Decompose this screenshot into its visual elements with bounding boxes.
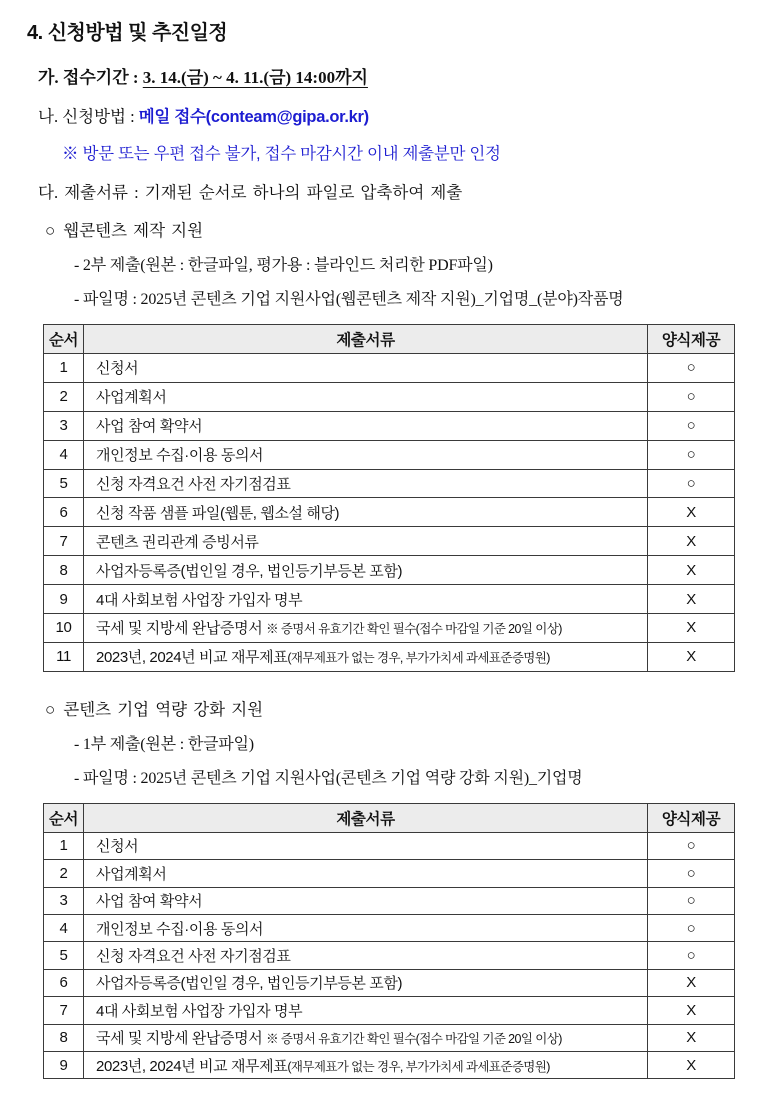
table-row — [44, 997, 735, 1024]
section-company-heading — [45, 696, 777, 720]
document-name-text: 개인정보 수집·이용 동의서 — [96, 920, 264, 938]
column-header-form-provided: 양식제공 — [648, 803, 735, 832]
row-document-name — [84, 969, 648, 996]
document-name-note: (재무제표가 없는 경우, 부가가치세 과세표준증명원) — [287, 651, 550, 666]
document-name-text: 개인정보 수집·이용 동의서 — [96, 447, 264, 465]
table-row — [44, 642, 735, 671]
row-order-number: 5 — [44, 469, 84, 498]
row-order-number: 3 — [44, 887, 84, 914]
row-document-name — [84, 1024, 648, 1051]
row-form-provided-mark: X — [648, 1024, 735, 1051]
circle-bullet-icon: ○ — [45, 699, 56, 719]
row-document-name — [84, 498, 648, 527]
row-document-name — [84, 527, 648, 556]
row-order-number: 6 — [44, 498, 84, 527]
table-row — [44, 411, 735, 440]
table-header-row — [44, 325, 735, 354]
row-order-number: 9 — [44, 585, 84, 614]
document-name-text: 2023년, 2024년 비교 재무제표 — [96, 1057, 288, 1075]
row-document-name — [84, 440, 648, 469]
row-form-provided-mark: ○ — [648, 411, 735, 440]
table-row — [44, 887, 735, 914]
table-row — [44, 527, 735, 556]
table-row — [44, 942, 735, 969]
row-document-name — [84, 832, 648, 859]
table-row — [44, 354, 735, 383]
document-name-text: 사업자등록증(법인일 경우, 법인등기부등본 포함) — [96, 562, 403, 580]
row-document-name — [84, 860, 648, 887]
circle-bullet-icon: ○ — [45, 221, 56, 240]
table-row — [44, 1051, 735, 1078]
column-header-documents: 제출서류 — [84, 325, 648, 354]
column-header-order: 순서 — [44, 803, 84, 832]
row-order-number: 7 — [44, 997, 84, 1024]
row-form-provided-mark: ○ — [648, 354, 735, 383]
document-name-text: 4대 사회보험 사업장 가입자 명부 — [96, 1002, 303, 1020]
row-order-number: 8 — [44, 1024, 84, 1051]
document-name-text: 사업계획서 — [96, 865, 167, 883]
table-row — [44, 1024, 735, 1051]
row-form-provided-mark: ○ — [648, 469, 735, 498]
table-row — [44, 556, 735, 585]
document-name-note: (재무제표가 없는 경우, 부가가치세 과세표준증명원) — [287, 1059, 550, 1074]
row-document-name — [84, 382, 648, 411]
row-form-provided-mark: X — [648, 527, 735, 556]
table-row — [44, 469, 735, 498]
page-title: 4. 신청방법 및 추진일정 — [27, 22, 228, 44]
row-document-name — [84, 942, 648, 969]
table-row — [44, 440, 735, 469]
row-form-provided-mark: X — [648, 1051, 735, 1078]
row-document-name — [84, 642, 648, 671]
company-copies-line: - 1부 제출(원본 : 한글파일) — [74, 735, 254, 753]
document-name-text: 신청 자격요건 사전 자기점검표 — [96, 948, 291, 966]
row-order-number: 8 — [44, 556, 84, 585]
row-form-provided-mark: X — [648, 969, 735, 996]
row-form-provided-mark: X — [648, 614, 735, 643]
submit-docs-line: 다. 제출서류 : 기재된 순서로 하나의 파일로 압축하여 제출 — [38, 183, 463, 202]
table-header-row — [44, 803, 735, 832]
row-form-provided-mark: ○ — [648, 382, 735, 411]
table-row — [44, 832, 735, 859]
row-order-number: 9 — [44, 1051, 84, 1078]
row-form-provided-mark: ○ — [648, 832, 735, 859]
document-name-text: 국세 및 지방세 완납증명서 — [96, 1030, 267, 1048]
table-row — [44, 614, 735, 643]
row-order-number: 2 — [44, 382, 84, 411]
webcontent-submission-table — [43, 324, 735, 672]
table-row — [44, 382, 735, 411]
row-document-name — [84, 614, 648, 643]
apply-method-line — [38, 103, 777, 127]
receipt-period-value: 3. 14.(금) ~ 4. 11.(금) 14:00까지 — [142, 68, 368, 87]
row-document-name — [84, 997, 648, 1024]
row-order-number: 11 — [44, 642, 84, 671]
table-row — [44, 914, 735, 941]
row-document-name — [84, 354, 648, 383]
receipt-period-line — [38, 63, 777, 88]
webcontent-filename-line: - 파일명 : 2025년 콘텐츠 기업 지원사업(웹콘텐츠 제작 지원)_기업명_(분야)작품명 — [74, 291, 624, 308]
row-order-number: 6 — [44, 969, 84, 996]
document-name-text: 콘텐츠 권리관계 증빙서류 — [96, 533, 259, 551]
receipt-period-label: 가. 접수기간 : — [38, 68, 143, 87]
row-document-name — [84, 887, 648, 914]
document-name-text: 사업계획서 — [96, 389, 167, 407]
row-form-provided-mark: X — [648, 498, 735, 527]
document-name-text: 신청서 — [96, 360, 139, 378]
row-form-provided-mark: ○ — [648, 942, 735, 969]
row-order-number: 3 — [44, 411, 84, 440]
row-document-name — [84, 585, 648, 614]
row-order-number: 7 — [44, 527, 84, 556]
row-form-provided-mark: ○ — [648, 860, 735, 887]
column-header-form-provided: 양식제공 — [648, 325, 735, 354]
row-order-number: 2 — [44, 860, 84, 887]
table-row — [44, 969, 735, 996]
document-name-text: 2023년, 2024년 비교 재무제표 — [96, 649, 288, 667]
apply-method-note: ※ 방문 또는 우편 접수 불가, 접수 마감시간 이내 제출분만 인정 — [62, 145, 501, 163]
section-webcontent-heading — [45, 217, 777, 241]
table-row — [44, 585, 735, 614]
company-filename-line: - 파일명 : 2025년 콘텐츠 기업 지원사업(콘텐츠 기업 역량 강화 지원)_기업명 — [74, 769, 583, 787]
column-header-documents: 제출서류 — [84, 803, 648, 832]
document-name-text: 신청 자격요건 사전 자기점검표 — [96, 476, 291, 493]
row-order-number: 4 — [44, 914, 84, 941]
row-order-number: 1 — [44, 354, 84, 383]
column-header-order: 순서 — [44, 325, 84, 354]
company-submission-table — [43, 803, 735, 1080]
row-order-number: 5 — [44, 942, 84, 969]
document-name-text: 신청서 — [96, 838, 139, 856]
document-name-text: 사업자등록증(법인일 경우, 법인등기부등본 포함) — [96, 975, 403, 993]
row-order-number: 4 — [44, 440, 84, 469]
apply-method-label: 나. 신청방법 : — [38, 107, 139, 126]
webcontent-copies-line: - 2부 제출(원본 : 한글파일, 평가용 : 블라인드 처리한 PDF파일) — [74, 257, 493, 274]
document-name-text: 국세 및 지방세 완납증명서 — [96, 620, 267, 638]
row-document-name — [84, 914, 648, 941]
document-name-note: ※ 증명서 유효기간 확인 필수(접수 마감일 기준 20일 이상) — [266, 1032, 562, 1047]
row-form-provided-mark: ○ — [648, 440, 735, 469]
document-name-note: ※ 증명서 유효기간 확인 필수(접수 마감일 기준 20일 이상) — [266, 622, 562, 637]
row-order-number: 1 — [44, 832, 84, 859]
row-form-provided-mark: X — [648, 585, 735, 614]
row-form-provided-mark: ○ — [648, 887, 735, 914]
row-form-provided-mark: X — [648, 556, 735, 585]
row-document-name — [84, 556, 648, 585]
row-form-provided-mark: X — [648, 997, 735, 1024]
row-form-provided-mark: ○ — [648, 914, 735, 941]
document-name-text: 사업 참여 확약서 — [96, 893, 203, 911]
row-order-number: 10 — [44, 614, 84, 643]
apply-method-email: 메일 접수(conteam@gipa.or.kr) — [138, 108, 369, 126]
row-document-name — [84, 469, 648, 498]
section-webcontent-title: 웹콘텐츠 제작 지원 — [63, 221, 204, 240]
table-row — [44, 860, 735, 887]
row-form-provided-mark: X — [648, 642, 735, 671]
row-document-name — [84, 1051, 648, 1078]
document-name-text: 신청 작품 샘플 파일(웹툰, 웹소설 해당) — [96, 504, 340, 522]
section-company-title: 콘텐츠 기업 역량 강화 지원 — [63, 699, 264, 719]
document-name-text: 사업 참여 확약서 — [96, 418, 203, 436]
table-row — [44, 498, 735, 527]
document-name-text: 4대 사회보험 사업장 가입자 명부 — [96, 591, 303, 609]
row-document-name — [84, 411, 648, 440]
